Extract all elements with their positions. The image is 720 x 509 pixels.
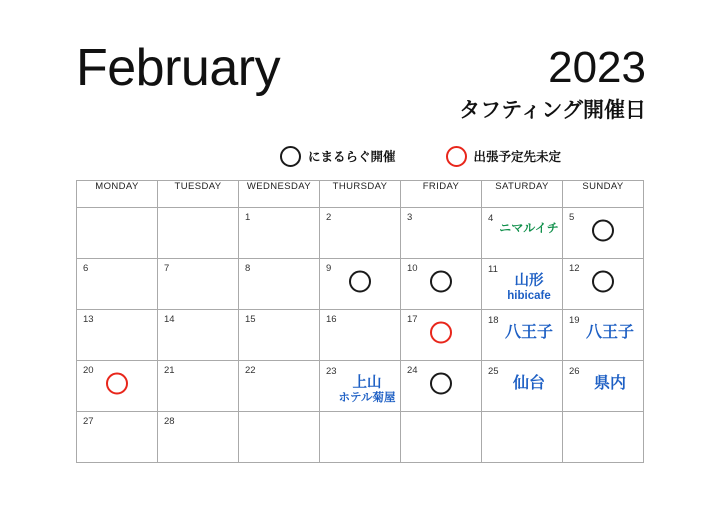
calendar-day-cell[interactable] [401,361,482,412]
day-number: 26 [569,366,580,377]
calendar-empty-cell [320,412,401,463]
calendar-day-cell[interactable] [482,259,563,310]
calendar-week-row [77,361,644,412]
calendar-day-cell[interactable] [482,310,563,361]
weekday-header-saturday: SATURDAY [482,181,563,208]
day-number: 17 [407,314,418,325]
circle-shape [592,220,614,242]
weekday-header-friday: FRIDAY [401,181,482,208]
day-number: 3 [407,212,413,223]
page-header [76,39,646,142]
calendar-week-row [77,208,644,259]
calendar-day-cell[interactable] [158,310,239,361]
calendar-day-cell[interactable] [563,310,644,361]
calendar-day-cell[interactable] [401,310,482,361]
day-event [577,375,643,393]
legend-label-red: 出張予定先未定 [473,150,562,164]
day-number: 14 [164,314,175,325]
red-circle-icon [446,146,467,167]
day-number: 15 [245,314,256,325]
calendar-day-cell[interactable] [239,310,320,361]
calendar-day-cell[interactable] [401,259,482,310]
black-circle-icon [592,271,614,298]
day-number: 13 [83,314,94,325]
day-number: 6 [83,263,89,274]
calendar-day-cell[interactable] [320,259,401,310]
calendar-day-cell[interactable] [320,208,401,259]
weekday-header-monday: MONDAY [77,181,158,208]
red-circle-icon [106,373,128,400]
day-number: 8 [245,263,251,274]
calendar-empty-cell [401,412,482,463]
day-number: 28 [164,416,175,427]
legend-item-black [280,146,396,167]
day-number: 25 [488,366,499,377]
page-subtitle: タフティング開催日 [459,99,646,122]
day-number: 4 [488,213,494,224]
circle-shape [430,322,452,344]
day-number: 2 [326,212,332,223]
year-title: 2023 [548,43,646,92]
circle-shape [592,271,614,293]
legend [280,143,620,169]
calendar-day-cell[interactable] [563,361,644,412]
calendar-day-cell[interactable] [320,310,401,361]
calendar-header-row [77,181,644,208]
event-title: 県内 [593,375,626,392]
calendar-day-cell[interactable] [401,208,482,259]
weekday-header-sunday: SUNDAY [563,181,644,208]
calendar-day-cell[interactable] [320,361,401,412]
black-circle-icon [430,373,452,400]
day-number: 24 [407,365,418,376]
calendar-day-cell[interactable] [158,412,239,463]
event-title: 山形 [514,273,544,289]
calendar-body [77,208,644,463]
event-subtitle: hibicafe [507,289,551,302]
month-title: February [76,39,281,97]
calendar-grid [76,180,644,463]
day-number: 22 [245,365,256,376]
calendar-day-cell[interactable] [77,412,158,463]
circle-shape [430,373,452,395]
weekday-header-tuesday: TUESDAY [158,181,239,208]
legend-label-black: にまるらぐ開催 [308,150,396,164]
calendar-day-cell[interactable] [239,208,320,259]
calendar-day-cell[interactable] [482,361,563,412]
black-circle-icon [430,271,452,298]
calendar-day-cell[interactable] [77,361,158,412]
black-circle-icon [280,146,301,167]
event-subtitle: ホテル菊屋 [338,391,396,404]
calendar-empty-cell [482,412,563,463]
calendar-day-cell[interactable] [239,259,320,310]
event-title: 上山 [352,375,382,391]
calendar-empty-cell [77,208,158,259]
circle-shape [430,271,452,293]
calendar-week-row [77,310,644,361]
calendar-day-cell[interactable] [482,208,563,259]
calendar-empty-cell [563,412,644,463]
calendar-day-cell[interactable] [239,361,320,412]
red-circle-icon [430,322,452,349]
day-event [496,324,562,342]
day-number: 19 [569,315,580,326]
day-event [496,273,562,303]
black-circle-icon [592,220,614,247]
weekday-header-thursday: THURSDAY [320,181,401,208]
weekday-header-wednesday: WEDNESDAY [239,181,320,208]
calendar-empty-cell [239,412,320,463]
event-title: 八王子 [585,324,634,341]
calendar-day-cell[interactable] [77,259,158,310]
day-number: 27 [83,416,94,427]
day-number: 5 [569,212,575,223]
day-number: 1 [245,212,251,223]
calendar-day-cell[interactable] [77,310,158,361]
calendar-day-cell[interactable] [158,259,239,310]
circle-shape [106,373,128,395]
day-event [334,375,400,405]
event-title: 八王子 [504,324,553,341]
day-number: 16 [326,314,337,325]
day-number: 11 [488,264,498,275]
calendar-day-cell[interactable] [563,208,644,259]
day-number: 7 [164,263,170,274]
day-number: 21 [164,365,175,376]
day-number: 12 [569,263,580,274]
day-number: 20 [83,365,94,376]
day-event [496,222,562,236]
circle-shape [349,271,371,293]
event-title: ニマルイチ [499,221,559,235]
event-title: 仙台 [512,375,545,392]
legend-item-red [446,146,562,167]
calendar-day-cell[interactable] [158,361,239,412]
day-number: 23 [326,366,337,377]
calendar-week-row [77,259,644,310]
calendar-week-row [77,412,644,463]
calendar-day-cell[interactable] [563,259,644,310]
day-number: 18 [488,315,499,326]
black-circle-icon [349,271,371,298]
day-number: 10 [407,263,418,274]
day-number: 9 [326,263,332,274]
day-event [496,375,562,393]
day-event [577,324,643,342]
calendar-empty-cell [158,208,239,259]
